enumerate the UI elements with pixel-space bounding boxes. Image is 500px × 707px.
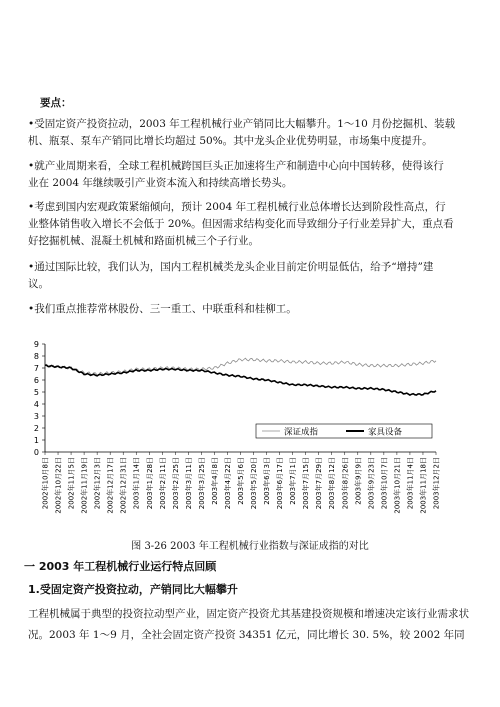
x-tick-label: 2003年9月9日: [354, 457, 363, 505]
x-tick-label: 2003年9月23日: [367, 457, 376, 510]
y-tick-label: 3: [33, 412, 39, 421]
x-tick-label: 2002年11月19日: [80, 457, 89, 514]
x-tick-label: 2003年5月20日: [250, 457, 259, 510]
bullet-4-line-2: 议。: [28, 278, 49, 290]
x-tick-label: 2002年10月8日: [41, 457, 50, 510]
bullet-5-line-1: •我们重点推荐常林股份、三一重工、中联重科和桂柳工。: [28, 303, 297, 315]
x-tick-label: 2003年1月28日: [145, 457, 154, 510]
x-tick-label: 2003年10月21日: [393, 457, 402, 514]
x-tick-label: 2003年2月25日: [171, 457, 180, 510]
y-tick-label: 8: [33, 352, 39, 361]
x-tick-label: 2003年7月29日: [315, 457, 324, 510]
bullet-3-line-1: •考虑到国内宏观政策紧缩倾向，预计 2004 年工程机械行业总体增长达到阶段性高点，行: [28, 201, 446, 213]
bullet-3-line-2: 业整体销售收入增长不会低于 20%。但因需求结构变化而导致细分子行业差异扩大，重点看: [28, 218, 454, 230]
legend-box: [256, 424, 432, 438]
section-title: 一 2003 年工程机械行业运行特点回顾: [24, 560, 217, 573]
bullet-2-line-2: 业在 2004 年继续吸引产业资本流入和持续高增长势头。: [28, 177, 293, 189]
x-tick-label: 2003年12月2日: [432, 457, 441, 510]
x-tick-label: 2003年8月26日: [341, 457, 350, 510]
legend-label-1: 深证成指: [284, 427, 319, 438]
series-line-1: [45, 358, 436, 375]
bullet-3-line-3: 好挖掘机械、混凝土机械和路面机械三个子行业。: [28, 235, 259, 247]
x-tick-label: 2003年1月14日: [132, 457, 141, 510]
x-tick-label: 2002年12月31日: [119, 457, 128, 514]
y-tick-label: 2: [33, 424, 39, 433]
section-subtitle: 1.受固定资产投资拉动，产销同比大幅攀升: [28, 583, 238, 596]
x-tick-label: 2003年6月3日: [263, 457, 272, 505]
series-line-2: [45, 365, 436, 395]
x-tick-label: 2002年10月22日: [54, 457, 63, 514]
x-tick-label: 2003年3月11日: [184, 457, 193, 510]
x-tick-label: 2003年4月8日: [210, 457, 219, 505]
bullet-2-line-1: •就产业周期来看，全球工程机械跨国巨头正加速将生产和制造中心向中国转移，使得该行: [28, 160, 444, 172]
x-tick-label: 2002年12月17日: [106, 457, 115, 514]
bullet-1-line-1: •受固定资产投资拉动，2003 年工程机械行业产销同比大幅攀升。1～10 月份挖掘机、装载: [28, 118, 456, 130]
x-tick-label: 2003年5月6日: [237, 457, 245, 505]
x-tick-label: 2003年6月17日: [276, 457, 285, 510]
legend-label-2: 家具设备: [368, 427, 403, 438]
x-tick-label: 2003年7月15日: [302, 457, 311, 510]
x-tick-label: 2003年4月22日: [223, 457, 232, 510]
x-tick-label: 2003年3月25日: [197, 457, 206, 510]
x-tick-label: 2003年11月18日: [419, 457, 428, 514]
bullet-4-line-1: •通过国际比较，我们认为，国内工程机械类龙头企业目前定价明显低估，给予“增持”建: [28, 261, 434, 273]
y-tick-label: 9: [33, 340, 39, 349]
x-tick-label: 2003年7月1日: [289, 457, 298, 505]
x-tick-label: 2002年12月3日: [93, 457, 102, 510]
section-body: 工程机械属于典型的投资拉动型产业，固定资产投资尤其基建投资规模和增速决定该行业需求状况。2003 年 1～9 月，全社会固定资产投资 34351 亿元，同比增长 30. 5%，较 2002 年同: [28, 608, 469, 641]
y-tick-label: 4: [33, 400, 39, 409]
index-comparison-chart: [28, 336, 476, 532]
x-tick-label: 2003年2月11日: [158, 457, 167, 510]
y-tick-label: 6: [33, 376, 39, 385]
figure-caption: 图 3-26 2003 年工程机械行业指数与深证成指的对比: [131, 541, 369, 552]
y-tick-label: 5: [33, 388, 39, 397]
x-tick-label: 2003年10月7日: [380, 457, 389, 510]
x-tick-label: 2002年11月5日: [67, 457, 76, 510]
x-tick-label: 2003年11月4日: [406, 457, 415, 510]
x-tick-label: 2003年8月12日: [328, 457, 337, 510]
y-tick-label: 7: [33, 364, 39, 373]
y-tick-label: 0: [33, 448, 39, 457]
summary-heading: 要点：: [40, 97, 72, 109]
y-tick-label: 1: [33, 436, 39, 445]
bullet-1-line-2: 机、瓶泵、泵车产销同比增长均超过 50%。其中龙头企业优势明显，市场集中度提升。: [28, 135, 433, 147]
